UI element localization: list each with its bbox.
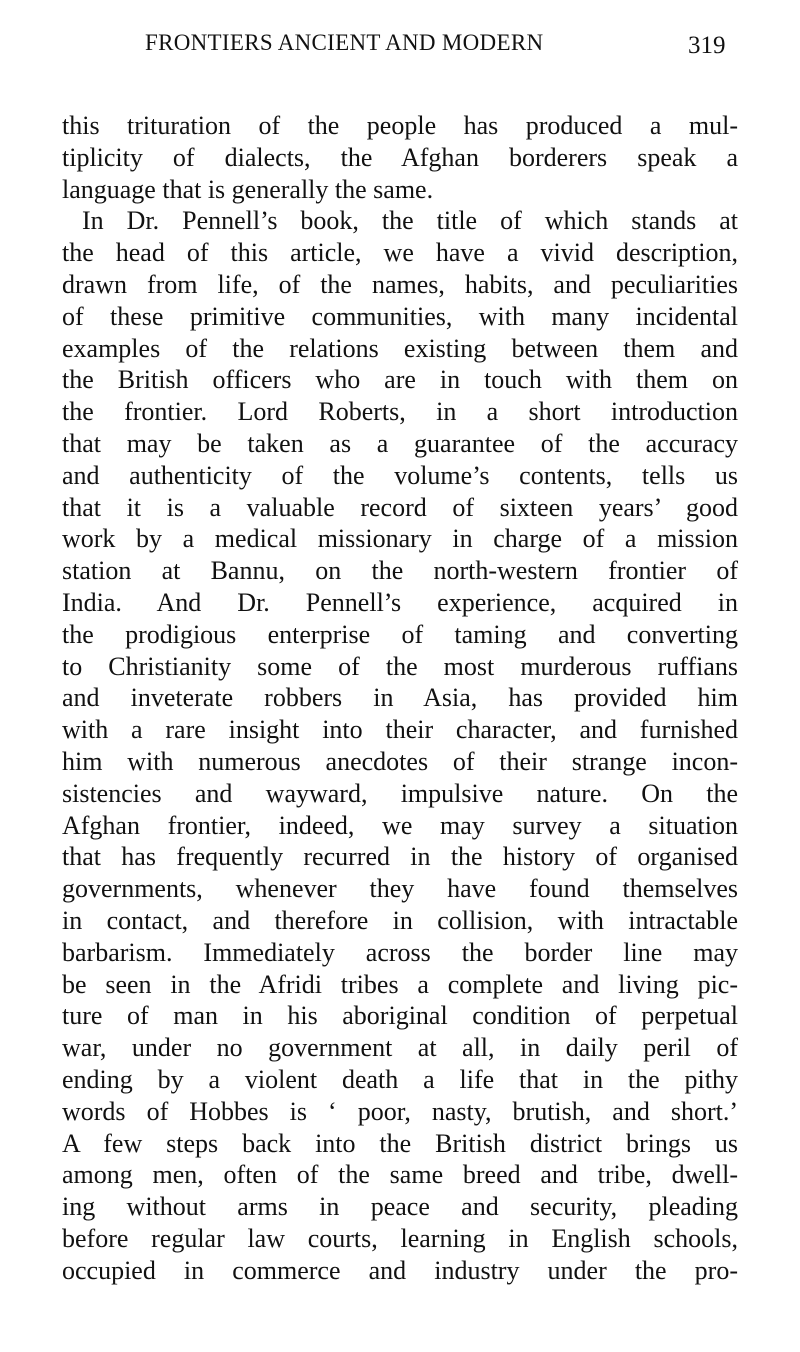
text-line: governments, whenever they have found themselves (62, 874, 738, 904)
text-line: words of Hobbes is ‘ poor, nasty, brutish, and short.’ (62, 1096, 738, 1126)
text-line: occupied in commerce and industry under the pro- (62, 1255, 738, 1285)
text-line: him with numerous anecdotes of their strange incon- (62, 746, 738, 776)
text-line: the frontier. Lord Roberts, in a short introduction (62, 397, 738, 427)
text-line: that may be taken as a guarantee of the accuracy (62, 428, 738, 458)
text-line: drawn from life, of the names, habits, and peculiarities (62, 269, 738, 299)
text-line: and inveterate robbers in Asia, has provided him (62, 683, 738, 713)
text-line: In Dr. Pennell’s book, the title of which stands at (82, 206, 738, 236)
text-line: the British officers who are in touch with them on (62, 365, 738, 395)
text-line: Afghan frontier, indeed, we may survey a situation (62, 810, 738, 840)
text-line: with a rare insight into their character, and furnished (62, 715, 738, 745)
text-line: A few steps back into the British district brings us (62, 1128, 738, 1158)
text-line: ing without arms in peace and security, pleading (62, 1192, 738, 1222)
text-line: tiplicity of dialects, the Afghan borderers speak a (62, 142, 738, 172)
text-line: the prodigious enterprise of taming and converting (62, 619, 738, 649)
text-line: ending by a violent death a life that in the pithy (62, 1064, 738, 1094)
text-line: the head of this article, we have a vivid description, (62, 238, 738, 268)
running-head-title: FRONTIERS ANCIENT AND MODERN (145, 30, 544, 55)
text-line: this trituration of the people has produced a mul- (62, 111, 738, 140)
text-line: language that is generally the same. (62, 174, 434, 204)
text-line: ture of man in his aboriginal condition of perpetual (62, 1001, 738, 1031)
text-line: India. And Dr. Pennell’s experience, acquired in (62, 587, 738, 617)
text-line: barbarism. Immediately across the border line may (62, 937, 738, 967)
text-line: that it is a valuable record of sixteen years’ good (62, 492, 738, 522)
text-line: sistencies and wayward, impulsive nature. On the (62, 778, 738, 808)
text-line: of these primitive communities, with many incidental (62, 301, 738, 331)
text-line: station at Bannu, on the north-western frontier of (62, 556, 738, 586)
text-line: in contact, and therefore in collision, with intractable (62, 905, 738, 935)
text-line: that has frequently recurred in the history of organised (62, 842, 738, 872)
page-number: 319 (688, 32, 726, 59)
text-line: work by a medical missionary in charge of a mission (62, 524, 738, 554)
text-line: and authenticity of the volume’s contents, tells us (62, 460, 738, 490)
text-line: war, under no government at all, in daily peril of (62, 1033, 738, 1063)
text-line: examples of the relations existing between them and (62, 333, 738, 363)
text-line: among men, often of the same breed and tribe, dwell- (62, 1160, 738, 1190)
text-line: to Christianity some of the most murderous ruffians (62, 651, 738, 681)
text-line: be seen in the Afridi tribes a complete and living pic- (62, 969, 738, 999)
text-line: before regular law courts, learning in English schools, (62, 1223, 738, 1253)
body-text (62, 110, 738, 1286)
